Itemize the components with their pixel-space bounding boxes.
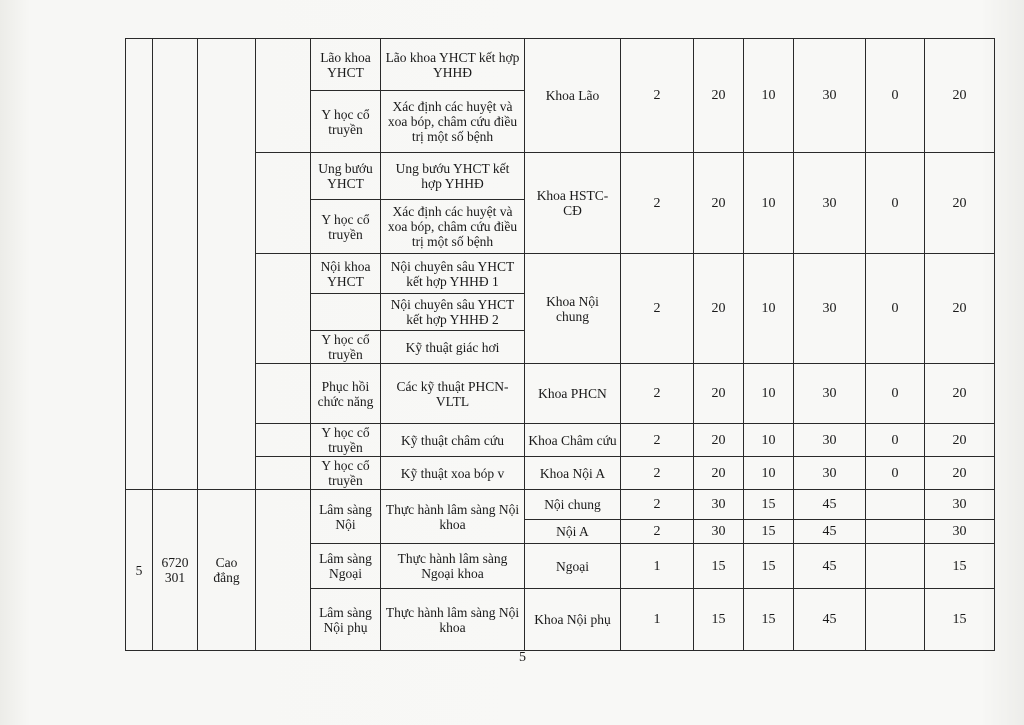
- value-cell: 0: [866, 364, 925, 424]
- table-row: [126, 153, 995, 200]
- value-cell: 20: [925, 39, 995, 153]
- value-cell: 15: [925, 544, 995, 589]
- department-cell: Khoa Lão: [525, 39, 621, 153]
- value-cell: 0: [866, 457, 925, 490]
- empty-cell: [153, 39, 198, 490]
- department-cell: Nội chung: [525, 490, 621, 520]
- value-cell: 20: [694, 39, 744, 153]
- table-row: [126, 254, 995, 294]
- value-cell: 1: [621, 589, 694, 651]
- module-cell: Y học cổ truyền: [311, 457, 381, 490]
- table-row: [126, 39, 995, 91]
- value-cell: [866, 589, 925, 651]
- module-cell: [311, 294, 381, 331]
- module-cell: Lão khoa YHCT: [311, 39, 381, 91]
- value-cell: [866, 490, 925, 520]
- value-cell: 10: [744, 153, 794, 254]
- value-cell: 2: [621, 424, 694, 457]
- subject-cell: Ung bướu YHCT kết hợp YHHĐ: [381, 153, 525, 200]
- value-cell: 15: [744, 490, 794, 520]
- empty-cell: [256, 254, 311, 364]
- table-row: [126, 457, 995, 490]
- department-cell: Khoa Châm cứu: [525, 424, 621, 457]
- value-cell: 45: [794, 544, 866, 589]
- subject-cell: Thực hành lâm sàng Nội khoa: [381, 490, 525, 544]
- subject-cell: Lão khoa YHCT kết hợp YHHĐ: [381, 39, 525, 91]
- value-cell: 30: [925, 490, 995, 520]
- department-cell: Khoa Nội chung: [525, 254, 621, 364]
- value-cell: 2: [621, 457, 694, 490]
- value-cell: 2: [621, 254, 694, 364]
- value-cell: 2: [621, 153, 694, 254]
- value-cell: 10: [744, 457, 794, 490]
- empty-cell: [256, 424, 311, 457]
- subject-cell: Kỹ thuật xoa bóp v: [381, 457, 525, 490]
- page-number: 5: [519, 650, 526, 665]
- value-cell: 20: [694, 254, 744, 364]
- value-cell: 45: [794, 589, 866, 651]
- module-cell: Lâm sàng Ngoại: [311, 544, 381, 589]
- value-cell: 30: [794, 254, 866, 364]
- subject-cell: Thực hành lâm sàng Ngoại khoa: [381, 544, 525, 589]
- value-cell: 20: [925, 364, 995, 424]
- value-cell: 10: [744, 254, 794, 364]
- value-cell: 15: [925, 589, 995, 651]
- department-cell: Khoa PHCN: [525, 364, 621, 424]
- value-cell: 20: [925, 457, 995, 490]
- value-cell: [866, 544, 925, 589]
- module-cell: Y học cổ truyền: [311, 200, 381, 254]
- table-row: [126, 364, 995, 424]
- department-cell: Khoa HSTC-CĐ: [525, 153, 621, 254]
- subject-cell: Kỹ thuật giác hơi: [381, 331, 525, 364]
- empty-cell: [256, 457, 311, 490]
- department-cell: Nội A: [525, 520, 621, 544]
- subject-cell: Xác định các huyệt và xoa bóp, châm cứu điều trị một số bệnh: [381, 91, 525, 153]
- subject-cell: Nội chuyên sâu YHCT kết hợp YHHĐ 2: [381, 294, 525, 331]
- value-cell: 15: [744, 520, 794, 544]
- value-cell: 2: [621, 520, 694, 544]
- value-cell: 15: [744, 544, 794, 589]
- value-cell: 0: [866, 424, 925, 457]
- value-cell: [866, 520, 925, 544]
- subject-cell: Kỹ thuật châm cứu: [381, 424, 525, 457]
- value-cell: 10: [744, 424, 794, 457]
- empty-cell: [256, 490, 311, 651]
- table-row: [126, 490, 995, 520]
- value-cell: 15: [694, 544, 744, 589]
- value-cell: 30: [694, 490, 744, 520]
- value-cell: 30: [794, 457, 866, 490]
- department-cell: Khoa Nội A: [525, 457, 621, 490]
- program-code-cell: 6720 301: [153, 490, 198, 651]
- empty-cell: [256, 39, 311, 153]
- value-cell: 20: [694, 153, 744, 254]
- value-cell: 30: [925, 520, 995, 544]
- subject-cell: Xác định các huyệt và xoa bóp, châm cứu điều trị một số bệnh: [381, 200, 525, 254]
- value-cell: 45: [794, 520, 866, 544]
- department-cell: Khoa Nội phụ: [525, 589, 621, 651]
- level-cell: Cao đẳng: [198, 490, 256, 651]
- value-cell: 0: [866, 39, 925, 153]
- department-cell: Ngoại: [525, 544, 621, 589]
- empty-cell: [126, 39, 153, 490]
- subject-cell: Các kỹ thuật PHCN-VLTL: [381, 364, 525, 424]
- empty-cell: [256, 153, 311, 254]
- value-cell: 0: [866, 153, 925, 254]
- value-cell: 30: [794, 364, 866, 424]
- module-cell: Lâm sàng Nội: [311, 490, 381, 544]
- value-cell: 20: [694, 364, 744, 424]
- value-cell: 2: [621, 490, 694, 520]
- value-cell: 20: [694, 457, 744, 490]
- value-cell: 20: [694, 424, 744, 457]
- module-cell: Y học cổ truyền: [311, 424, 381, 457]
- module-cell: Phục hồi chức năng: [311, 364, 381, 424]
- value-cell: 10: [744, 39, 794, 153]
- value-cell: 15: [744, 589, 794, 651]
- module-cell: Nội khoa YHCT: [311, 254, 381, 294]
- value-cell: 45: [794, 490, 866, 520]
- value-cell: 10: [744, 364, 794, 424]
- value-cell: 20: [925, 153, 995, 254]
- value-cell: 2: [621, 39, 694, 153]
- value-cell: 20: [925, 424, 995, 457]
- table-row: [126, 424, 995, 457]
- training-schedule-table: [125, 38, 995, 651]
- module-cell: Ung bướu YHCT: [311, 153, 381, 200]
- subject-cell: Thực hành lâm sàng Nội khoa: [381, 589, 525, 651]
- value-cell: 0: [866, 254, 925, 364]
- value-cell: 30: [794, 153, 866, 254]
- empty-cell: [256, 364, 311, 424]
- empty-cell: [198, 39, 256, 490]
- value-cell: 15: [694, 589, 744, 651]
- value-cell: 2: [621, 364, 694, 424]
- value-cell: 1: [621, 544, 694, 589]
- module-cell: Lâm sàng Nội phụ: [311, 589, 381, 651]
- module-cell: Y học cổ truyền: [311, 331, 381, 364]
- row-index-cell: 5: [126, 490, 153, 651]
- value-cell: 30: [794, 39, 866, 153]
- subject-cell: Nội chuyên sâu YHCT kết hợp YHHĐ 1: [381, 254, 525, 294]
- value-cell: 30: [794, 424, 866, 457]
- value-cell: 20: [925, 254, 995, 364]
- value-cell: 30: [694, 520, 744, 544]
- module-cell: Y học cổ truyền: [311, 91, 381, 153]
